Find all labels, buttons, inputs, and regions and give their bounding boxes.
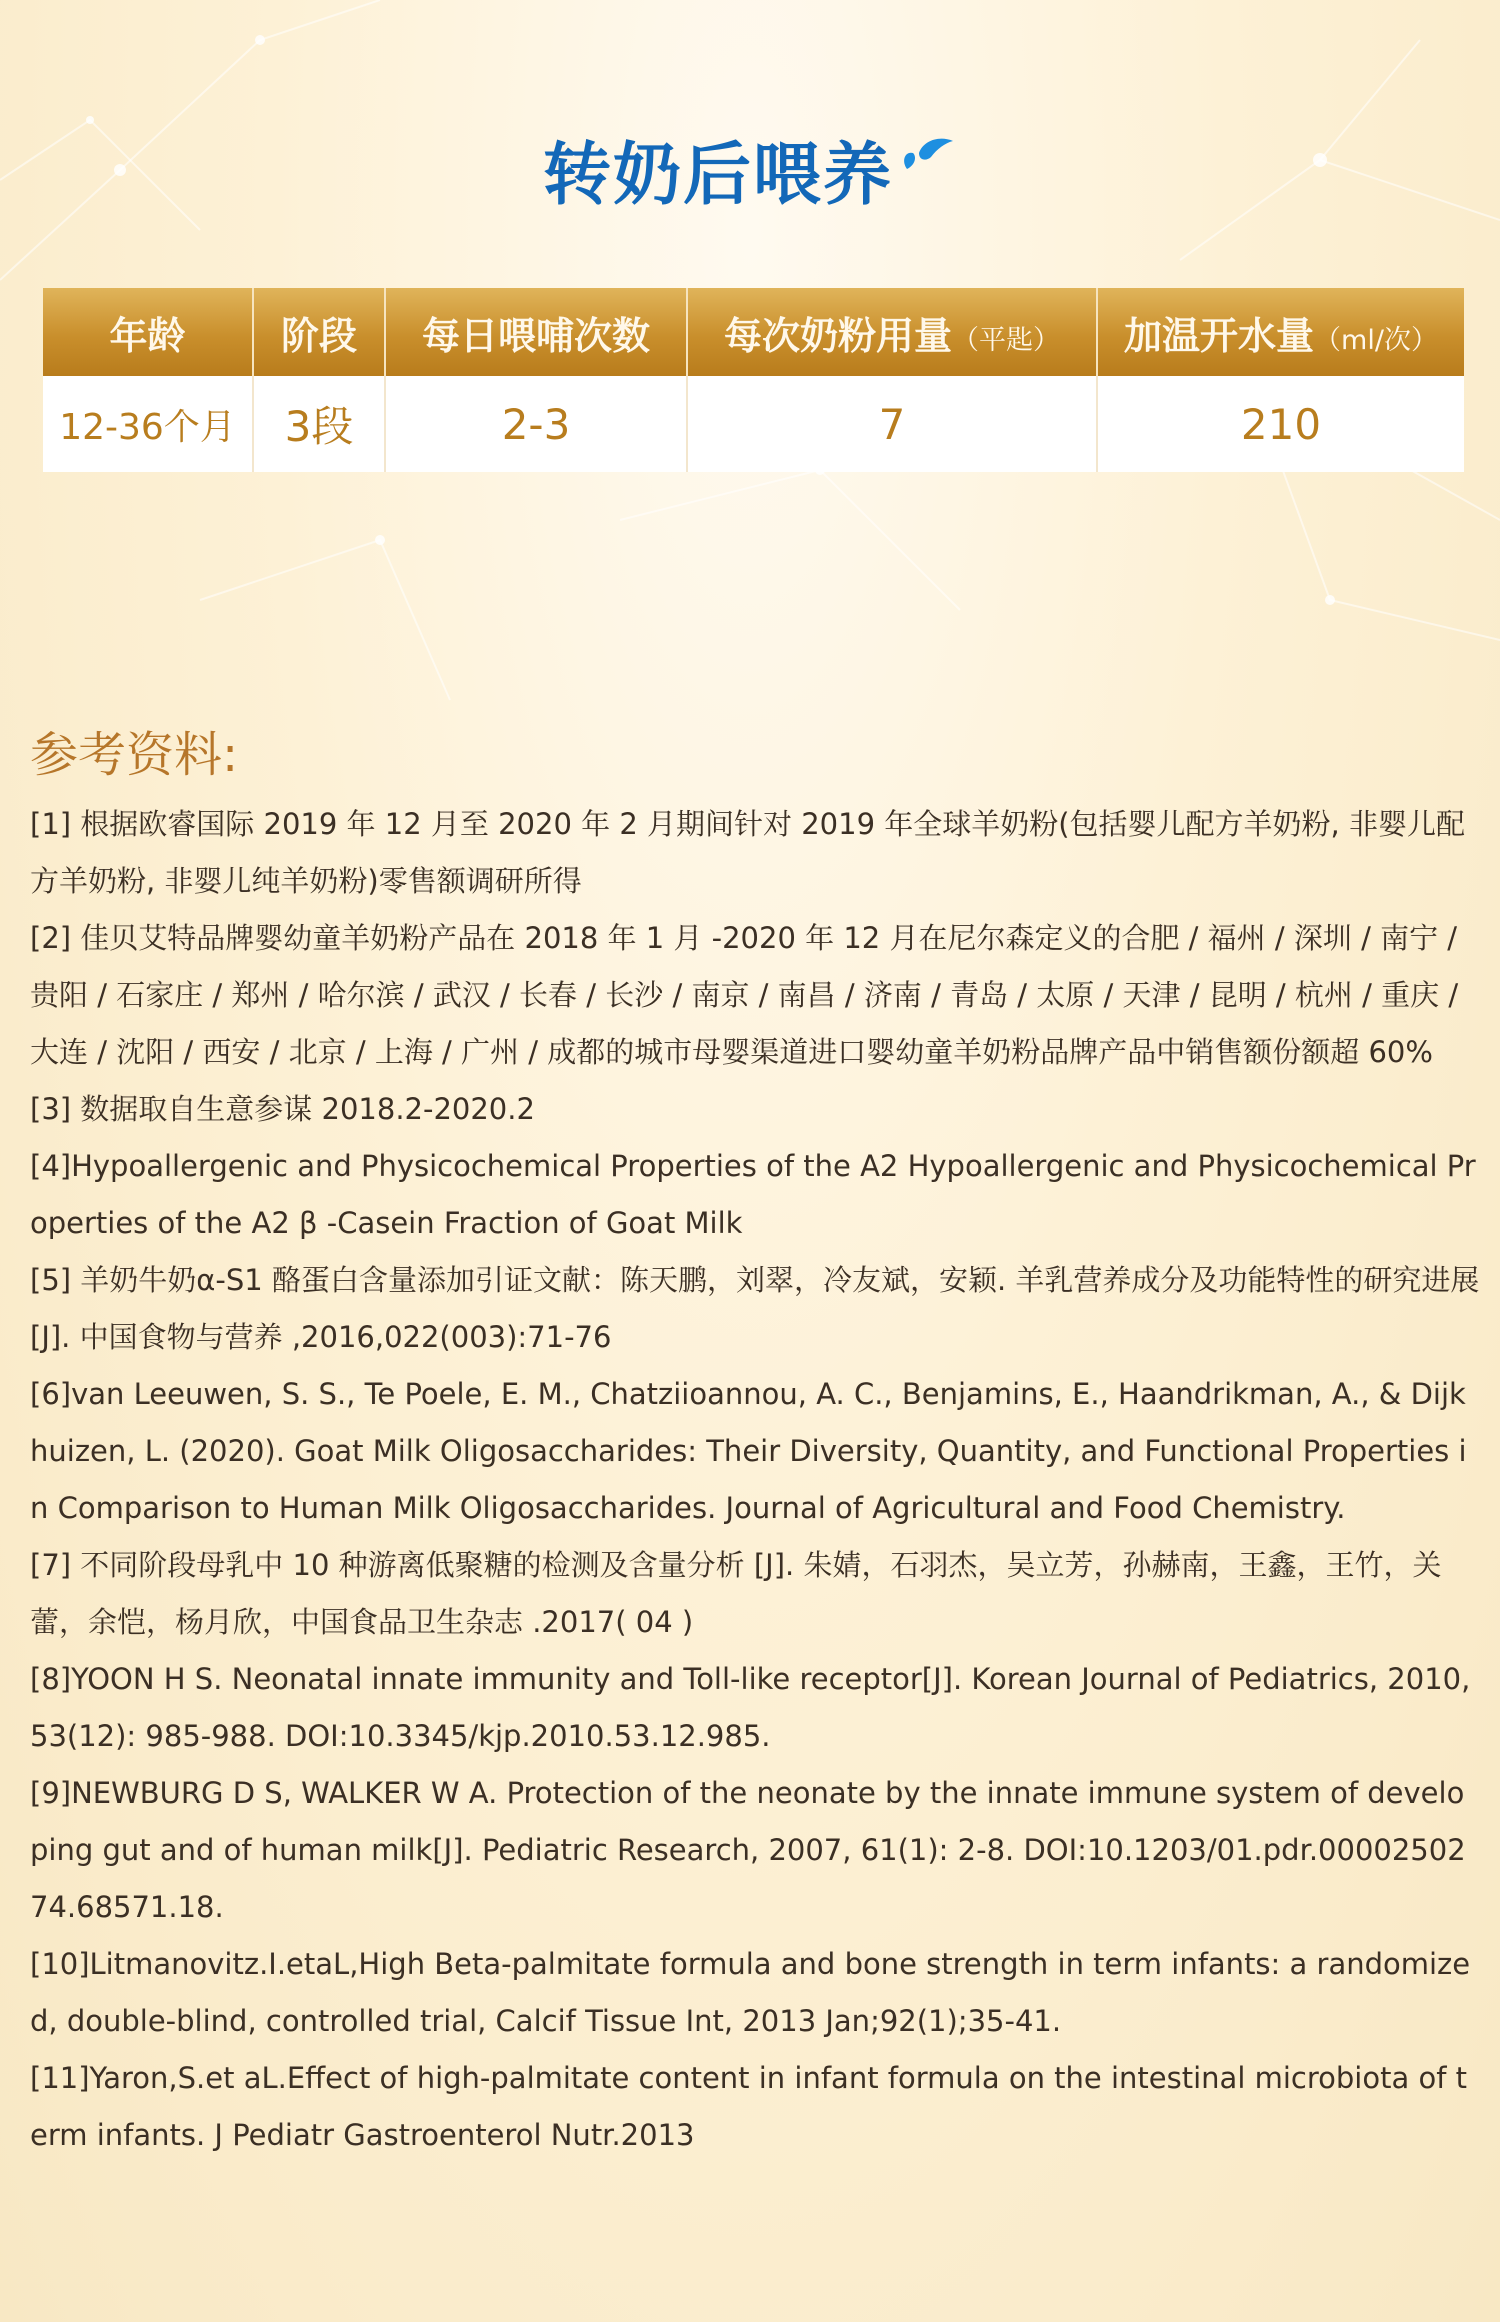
header-stage: 阶段: [253, 288, 385, 376]
cell-daily-feeds: 2-3: [385, 376, 687, 472]
droplet-splash-icon: [897, 131, 957, 175]
reference-item: [3] 数据取自生意参谋 2018.2-2020.2: [30, 1092, 535, 1126]
reference-item: [5] 羊奶牛奶α-S1 酪蛋白含量添加引证文献：陈天鹏，刘翠，冷友斌，安颖. 羊乳营养成分及功能特性的研究进展 [J]. 中国食物与营养 ,2016,022(003):71-76: [30, 1263, 1480, 1354]
reference-item: [10]Litmanovitz.I.etaL,High Beta-palmitate formula and bone strength in term infants: a randomized, double-blind, controlled trial, Calcif Tissue Int, 2013 Jan;92(1);35-41.: [30, 1947, 1471, 2038]
table-row: [43, 376, 1464, 472]
reference-item: [2] 佳贝艾特品牌婴幼童羊奶粉产品在 2018 年 1 月 -2020 年 12 月在尼尔森定义的合肥 / 福州 / 深圳 / 南宁 / 贵阳 / 石家庄 / 郑州 / 哈尔滨 / 武汉 / 长春 / 长沙 / 南京 / 南昌 / 济南 / 青岛 / 太原 / 天津 / 昆明 / 杭州 / 重庆 / 大连 / 沈阳 / 西安 / 北京 / 上海 / 广州 / 成都的城市母婴渠道进口婴幼童羊奶粉品牌产品中销售额份额超 60%: [30, 921, 1459, 1069]
reference-item: [4]Hypoallergenic and Physicochemical Properties of the A2 Hypoallergenic and Physicochemical Properties of the A2 β -Casein Fraction of Goat Milk: [30, 1149, 1476, 1240]
reference-item: [8]YOON H S. Neonatal innate immunity and Toll-like receptor[J]. Korean Journal of Pediatrics, 2010, 53(12): 985-988. DOI:10.3345/kjp.2010.53.12.985.: [30, 1662, 1471, 1753]
references-heading: 参考资料:: [30, 727, 239, 783]
reference-item: [11]Yaron,S.et aL.Effect of high-palmitate content in infant formula on the intestinal microbiota of term infants. J Pediatr Gastroenterol Nutr.2013: [30, 2061, 1467, 2152]
feeding-table: [43, 288, 1464, 472]
header-powder-amount: 每次奶粉用量（平匙）: [687, 288, 1097, 376]
header-water-amount: 加温开水量（ml/次）: [1097, 288, 1464, 376]
cell-powder-amount: 7: [687, 376, 1097, 472]
reference-item: [6]van Leeuwen, S. S., Te Poele, E. M., Chatziioannou, A. C., Benjamins, E., Haandrikman, A., & Dijkhuizen, L. (2020). Goat Milk Oligosaccharides: Their Diversity, Quantity, and Functional Properties in Comparison to Human Milk Oligosaccharides. Journal of Agricultural and Food Chemistry.: [30, 1377, 1467, 1525]
cell-stage: 3段: [253, 376, 385, 472]
reference-item: [7] 不同阶段母乳中 10 种游离低聚糖的检测及含量分析 [J]. 朱婧，石羽杰，吴立芳，孙赫南，王鑫，王竹，关蕾，余恺，杨月欣，中国食品卫生杂志 .2017( 04 ): [30, 1548, 1442, 1639]
header-age: 年龄: [43, 288, 253, 376]
cell-water-amount: 210: [1097, 376, 1464, 472]
header-daily-feeds: 每日喂哺次数: [385, 288, 687, 376]
references-section: [30, 720, 1480, 2164]
cell-age: 12-36个月: [43, 376, 253, 472]
page-title: 转奶后喂养: [542, 136, 893, 215]
table-header-row: [43, 288, 1464, 376]
reference-item: [1] 根据欧睿国际 2019 年 12 月至 2020 年 2 月期间针对 2019 年全球羊奶粉(包括婴儿配方羊奶粉, 非婴儿配方羊奶粉, 非婴儿纯羊奶粉)零售额调研所得: [30, 807, 1465, 898]
reference-item: [9]NEWBURG D S, WALKER W A. Protection of the neonate by the innate immune system of developing gut and of human milk[J]. Pediatric Research, 2007, 61(1): 2-8. DOI:10.1203/01.pdr.0000250274.68571.18.: [30, 1776, 1466, 1924]
title-area: [0, 136, 1500, 215]
